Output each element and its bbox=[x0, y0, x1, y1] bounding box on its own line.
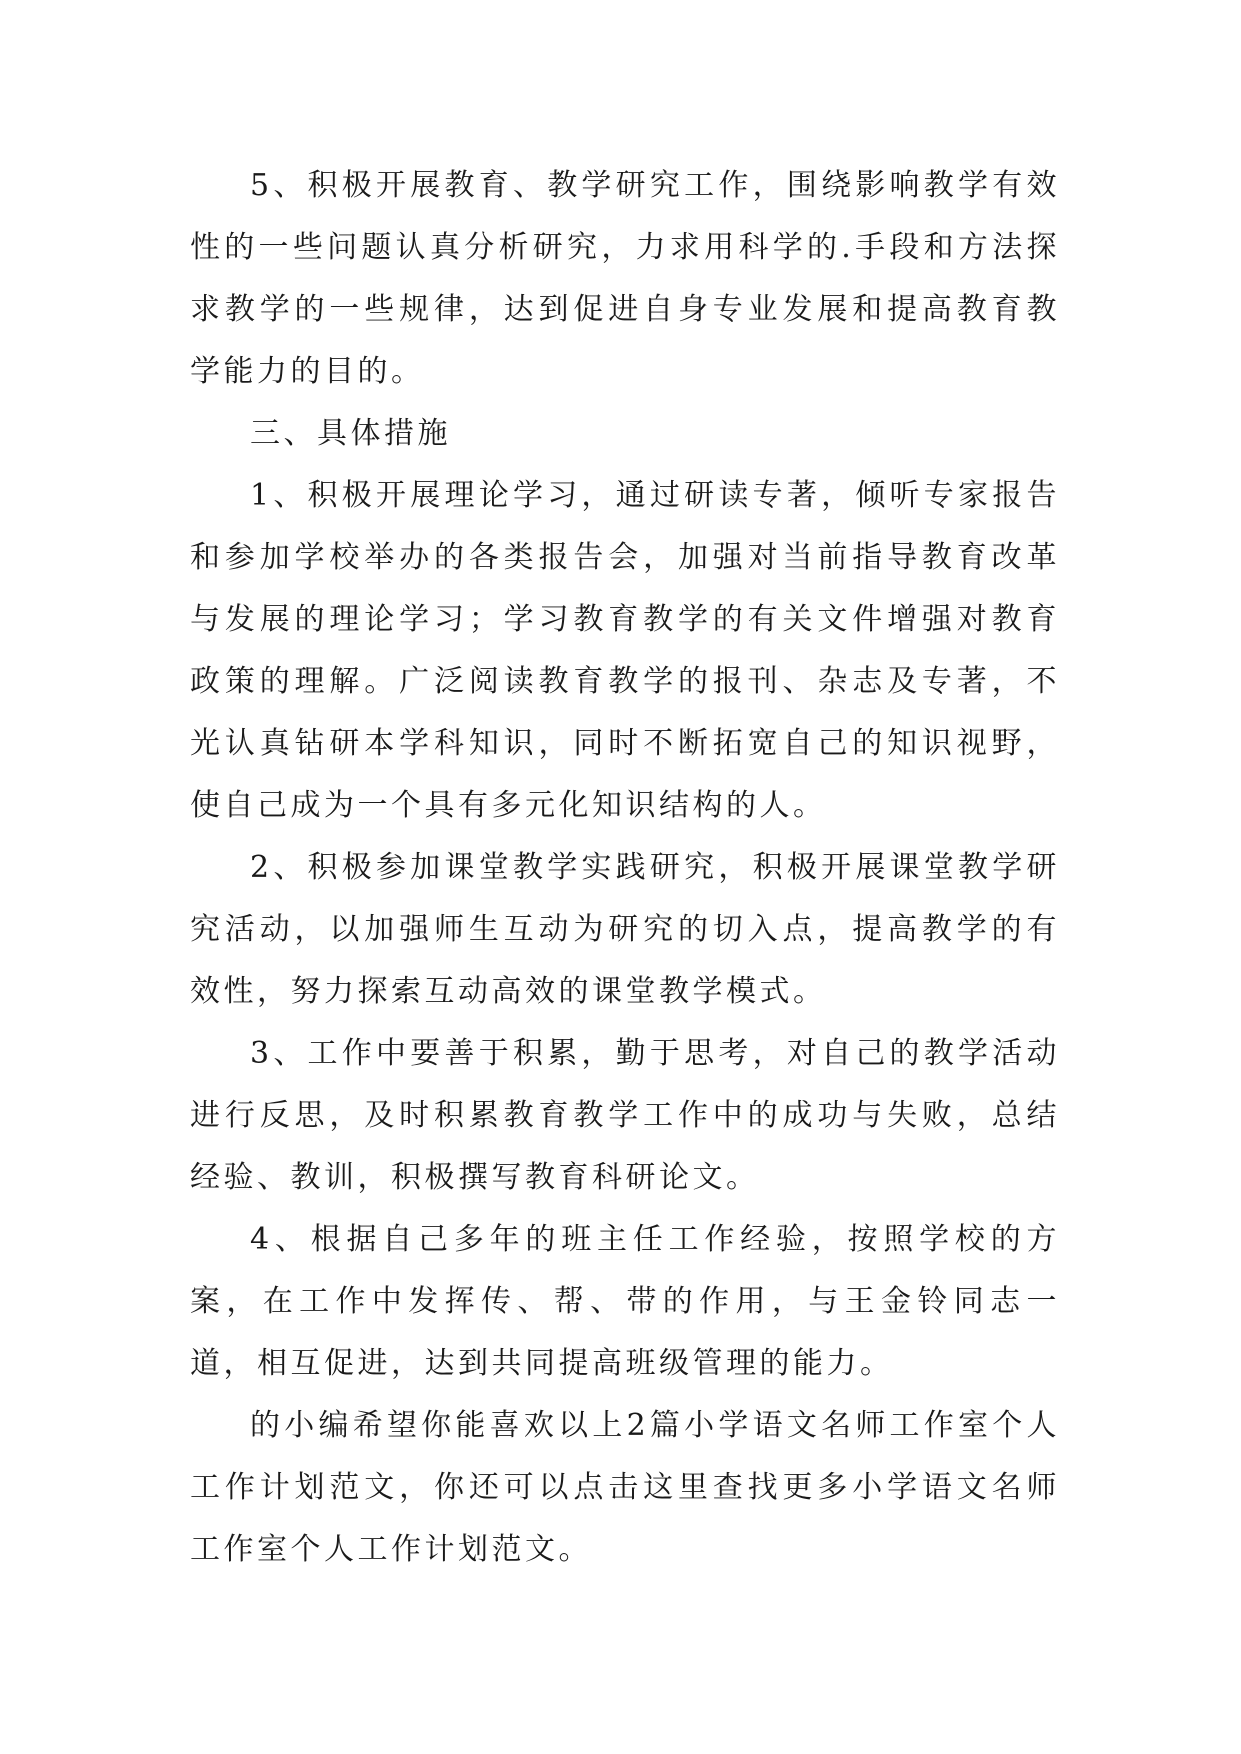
document-body bbox=[190, 155, 1060, 1581]
paragraph-measure-4: 4、根据自己多年的班主任工作经验，按照学校的方案，在工作中发挥传、帮、带的作用，与王金铃同志一道，相互促进，达到共同提高班级管理的能力。 bbox=[190, 1222, 1060, 1381]
closing-paragraph: 的小编希望你能喜欢以上2篇小学语文名师工作室个人工作计划范文，你还可以点击这里查找更多小学语文名师工作室个人工作计划范文。 bbox=[190, 1408, 1060, 1567]
paragraph-measure-1: 1、积极开展理论学习，通过研读专著，倾听专家报告和参加学校举办的各类报告会，加强对当前指导教育改革与发展的理论学习；学习教育教学的有关文件增强对教育政策的理解。广泛阅读教育教学的报刊、杂志及专著，不光认真钻研本学科知识，同时不断拓宽自己的知识视野，使自己成为一个具有多元化知识结构的人。 bbox=[190, 478, 1060, 823]
paragraph-measure-2: 2、积极参加课堂教学实践研究，积极开展课堂教学研究活动，以加强师生互动为研究的切入点，提高教学的有效性，努力探索互动高效的课堂教学模式。 bbox=[190, 850, 1060, 1009]
paragraph-measure-3: 3、工作中要善于积累，勤于思考，对自己的教学活动进行反思，及时积累教育教学工作中的成功与失败，总结经验、教训，积极撰写教育科研论文。 bbox=[190, 1036, 1060, 1195]
paragraph-item-5: 5、积极开展教育、教学研究工作，围绕影响教学有效性的一些问题认真分析研究，力求用科学的.手段和方法探求教学的一些规律，达到促进自身专业发展和提高教育教学能力的目的。 bbox=[190, 168, 1060, 389]
section-heading-measures: 三、具体措施 bbox=[250, 416, 451, 451]
